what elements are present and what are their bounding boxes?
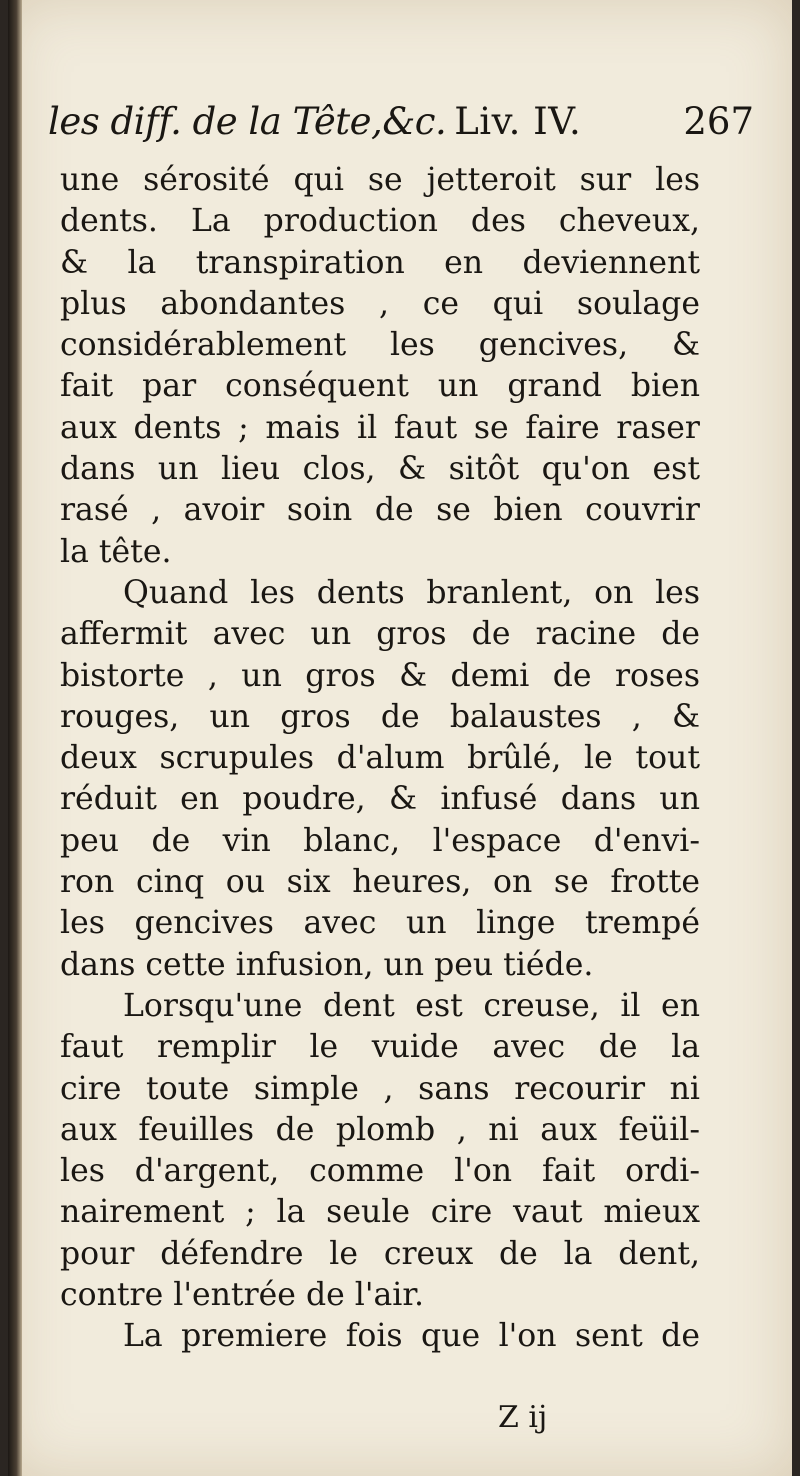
text-line: & la transpiration en deviennent [60,244,700,281]
text-line: nairement ; la seule cire vaut mieux [60,1194,700,1231]
book-number: Liv. IV. [454,100,582,143]
text-line: faut remplir le vuide avec de la [60,1029,700,1066]
body-text [60,160,700,1358]
text-line: les d'argent, comme l'on fait ordi- [60,1153,700,1190]
text-line: considérablement les gencives, & [60,327,700,364]
paragraph-start-line: La premiere fois que l'on sent de [123,1318,700,1355]
page-gutter [8,0,22,1476]
text-line: dents. La production des cheveux, [60,203,700,240]
text-line: peu de vin blanc, l'espace d'envi- [60,822,700,859]
text-line: rasé , avoir soin de se bien couvrir [60,492,700,529]
paragraph-start-line: Lorsqu'une dent est creuse, il en [123,987,700,1024]
text-line: fait par conséquent un grand bien [60,368,700,405]
running-header [48,100,754,143]
text-line: ron cinq ou six heures, on se frotte [60,864,700,901]
text-line: bistorte , un gros & demi de roses [60,657,700,694]
text-line: la tête. [60,533,172,570]
text-line: cire toute simple , sans recourir ni [60,1070,700,1107]
text-line: dans un lieu clos, & sitôt qu'on est [60,451,700,488]
text-line: affermit avec un gros de racine de [60,616,700,653]
text-line: pour défendre le creux de la dent, [60,1235,700,1272]
text-line: une sérosité qui se jetteroit sur les [60,162,700,198]
paragraph-start-line: Quand les dents branlent, on les [123,574,700,611]
book-page [8,0,792,1476]
text-line: contre l'entrée de l'air. [60,1277,424,1314]
signature-mark: Z ij [498,1400,548,1435]
text-line: dans cette infusion, un peu tiéde. [60,946,594,983]
text-line: les gencives avec un linge trempé [60,905,700,942]
text-line: plus abondantes , ce qui soulage [60,285,700,322]
text-line: aux feuilles de plomb , ni aux feüil- [60,1111,700,1148]
text-line: réduit en poudre, & infusé dans un [60,781,700,818]
text-line: deux scrupules d'alum brûlé, le tout [60,740,700,777]
text-line: rouges, un gros de balaustes , & [60,698,700,735]
page-number: 267 [683,100,754,143]
text-line: aux dents ; mais il faut se faire raser [60,409,700,446]
running-title: les diff. de la Tête,&c. [48,100,447,143]
